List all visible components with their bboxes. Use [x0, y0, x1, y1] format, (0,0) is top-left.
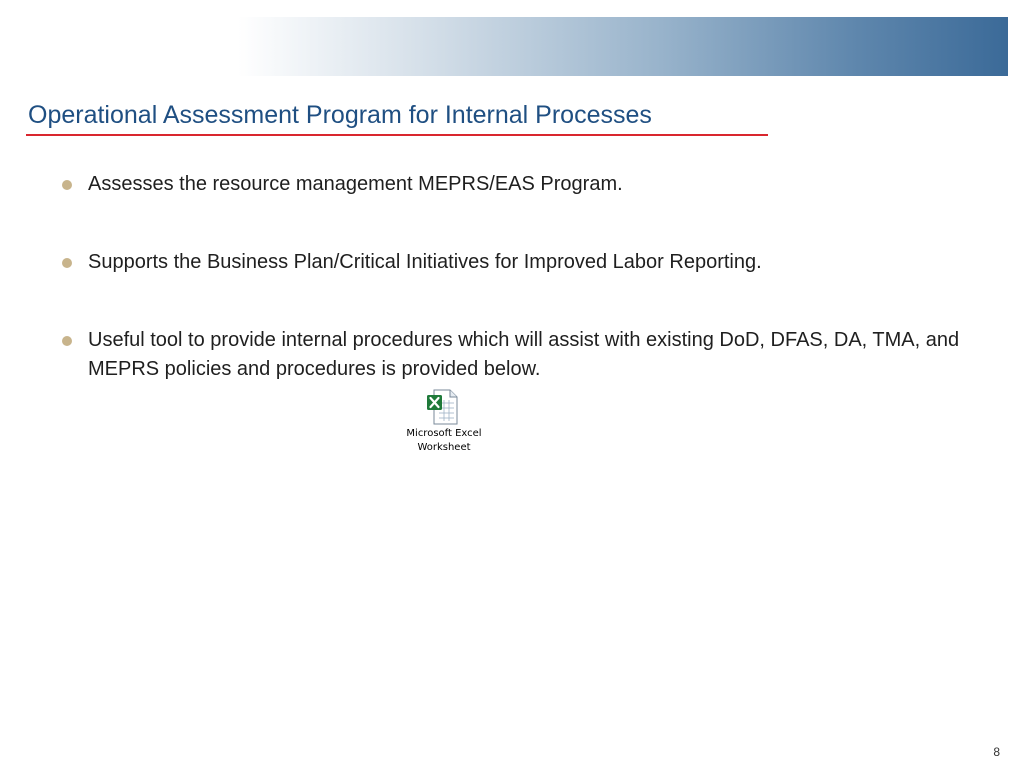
bullet-item	[62, 170, 1002, 199]
bullet-dot-icon	[62, 336, 72, 346]
bullet-item	[62, 248, 1002, 277]
embedded-excel-object[interactable]	[396, 389, 492, 459]
title-underline	[26, 134, 768, 136]
excel-label-line1: Microsoft Excel	[406, 428, 482, 439]
bullet-item	[62, 326, 1002, 384]
bullet-text: Supports the Business Plan/Critical Initiatives for Improved Labor Reporting.	[88, 251, 762, 273]
excel-worksheet-icon	[426, 389, 458, 425]
slide-title: Operational Assessment Program for Internal Processes	[28, 101, 652, 129]
excel-label-line2: Worksheet	[417, 442, 471, 453]
bullet-dot-icon	[62, 258, 72, 268]
excel-object-label	[396, 427, 492, 455]
page-number: 8	[993, 745, 1000, 759]
header-gradient-band	[238, 17, 1008, 76]
bullet-dot-icon	[62, 180, 72, 190]
bullet-text: Assesses the resource management MEPRS/EAS Program.	[88, 173, 623, 195]
bullet-text: Useful tool to provide internal procedures which will assist with existing DoD, DFAS, DA, TMA, and MEPRS policies and procedures is provided below.	[88, 329, 960, 380]
